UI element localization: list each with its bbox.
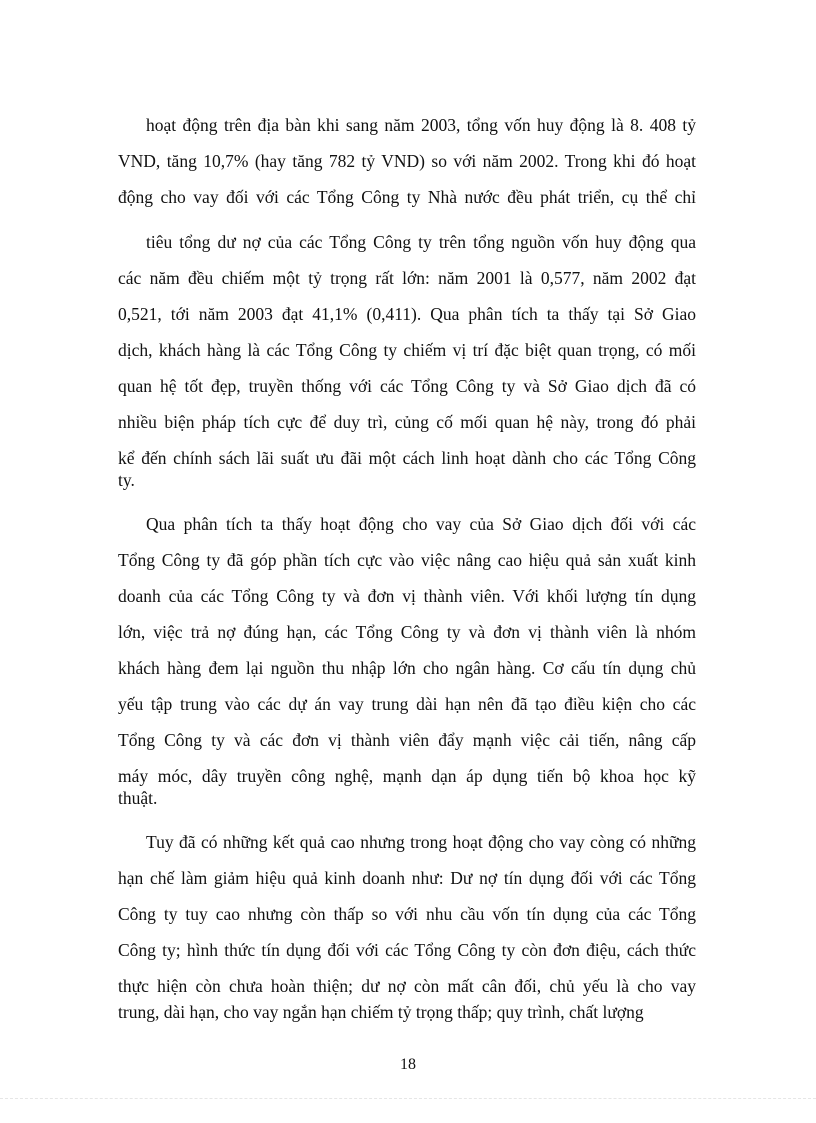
paragraph-3-line-1: Qua phân tích ta thấy hoạt động cho vay của Sở Giao dịch đối với các	[146, 514, 696, 534]
paragraph-3-line-6: yếu tập trung vào các dự án vay trung dài hạn nên đã tạo điều kiện cho các	[118, 694, 696, 714]
paragraph-2-line-4: dịch, khách hàng là các Tổng Công ty chiếm vị trí đặc biệt quan trọng, có mối	[118, 340, 696, 360]
paragraph-3-line-7: Tổng Công ty và các đơn vị thành viên đẩy mạnh việc cải tiến, nâng cấp	[118, 730, 696, 750]
paragraph-2-line-2: các năm đều chiếm một tỷ trọng rất lớn: năm 2001 là 0,577, năm 2002 đạt	[118, 268, 696, 288]
paragraph-2-line-8: ty.	[118, 470, 135, 490]
paragraph-4-line-4: Công ty; hình thức tín dụng đối với các Tổng Công ty còn đơn điệu, cách thức	[118, 940, 696, 960]
footer-divider	[0, 1098, 816, 1099]
paragraph-3-line-4: lớn, việc trả nợ đúng hạn, các Tổng Công ty và đơn vị thành viên là nhóm	[118, 622, 696, 642]
paragraph-1-line-1: hoạt động trên địa bàn khi sang năm 2003, tổng vốn huy động là 8. 408 tỷ	[146, 115, 696, 135]
paragraph-2-line-1: tiêu tổng dư nợ của các Tổng Công ty trên tổng nguồn vốn huy động qua	[146, 232, 696, 252]
paragraph-3-line-5: khách hàng đem lại nguồn thu nhập lớn cho ngân hàng. Cơ cấu tín dụng chủ	[118, 658, 696, 678]
paragraph-2-line-7: kể đến chính sách lãi suất ưu đãi một cách linh hoạt dành cho các Tổng Công	[118, 448, 696, 468]
paragraph-4-line-5: thực hiện còn chưa hoàn thiện; dư nợ còn mất cân đối, chủ yếu là cho vay	[118, 976, 696, 996]
paragraph-4-line-6: trung, dài hạn, cho vay ngắn hạn chiếm tỷ trọng thấp; quy trình, chất lượng	[118, 1002, 644, 1022]
paragraph-1-line-3: động cho vay đối với các Tổng Công ty Nhà nước đều phát triển, cụ thể chỉ	[118, 187, 696, 207]
page-number: 18	[400, 1056, 416, 1073]
paragraph-4-line-3: Công ty tuy cao nhưng còn thấp so với nhu cầu vốn tín dụng của các Tổng	[118, 904, 696, 924]
paragraph-3-line-9: thuật.	[118, 788, 158, 808]
paragraph-3-line-3: doanh của các Tổng Công ty và đơn vị thành viên. Với khối lượng tín dụng	[118, 586, 696, 606]
paragraph-2-line-3: 0,521, tới năm 2003 đạt 41,1% (0,411). Qua phân tích ta thấy tại Sở Giao	[118, 304, 696, 324]
paragraph-2-line-5: quan hệ tốt đẹp, truyền thống với các Tổng Công ty và Sở Giao dịch đã có	[118, 376, 696, 396]
paragraph-2-line-6: nhiều biện pháp tích cực để duy trì, củng cố mối quan hệ này, trong đó phải	[118, 412, 696, 432]
paragraph-1-line-2: VND, tăng 10,7% (hay tăng 782 tỷ VND) so với năm 2002. Trong khi đó hoạt	[118, 151, 696, 171]
paragraph-3-line-2: Tổng Công ty đã góp phần tích cực vào việc nâng cao hiệu quả sản xuất kinh	[118, 550, 696, 570]
paragraph-3-line-8: máy móc, dây truyền công nghệ, mạnh dạn áp dụng tiến bộ khoa học kỹ	[118, 766, 696, 786]
paragraph-4-line-2: hạn chế làm giảm hiệu quả kinh doanh như: Dư nợ tín dụng đối với các Tổng	[118, 868, 696, 888]
paragraph-4-line-1: Tuy đã có những kết quả cao nhưng trong hoạt động cho vay còng có những	[146, 832, 696, 852]
